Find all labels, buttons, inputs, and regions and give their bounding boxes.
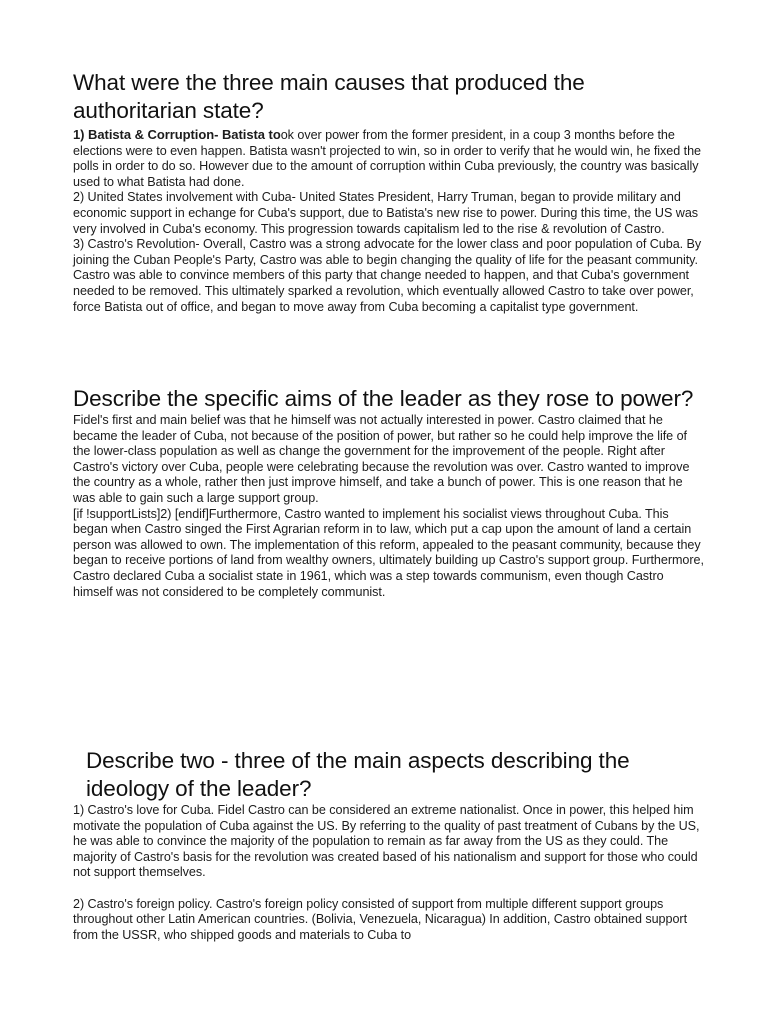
section-heading-aims: Describe the specific aims of the leader as they rose to power? (73, 386, 694, 411)
paragraph-aims-1: Fidel's first and main belief was that he himself was not actually interested in power. Castro claimed that he became the leader of Cuba, not because of the position of power, but rather so he could help improve the life of the lower-class population as well as change the government for the improvement of the people. Right after Castro's victory over Cuba, people were celebrating because the revolution was over. Castro wanted to improve the country as a whole, rather then just improve himself, and take a bunch of power. This is one reason that he was able to gain such a large support group. (73, 413, 690, 505)
section-heading-ideology: Describe two - three of the main aspects describing the ideology of the leader? (86, 748, 630, 801)
paragraph-cause-2: 2) United States involvement with Cuba- United States President, Harry Truman, began to provide military and economic support in echange for Cuba's support, due to Batista's new rise to power. During this time, the US was very involved in Cuba's economy. This progression towards capitalism led to the rise & revolution of Castro. (73, 190, 699, 236)
paragraph-text: ok over power from the former president, in a coup 3 months before the elections were to even happen. Batista wasn't projected to win, so in order to verify that he would win, he fixed the polls in order to do so. However due to the amount of corruption within Cuba previously, the country was basically used to what Batista had done. (73, 128, 702, 189)
paragraph-cause-3: 3) Castro's Revolution- Overall, Castro was a strong advocate for the lower class and poor population of Cuba. By joining the Cuban People's Party, Castro was able to begin changing the quality of life for the peasant community. Castro was able to convince members of this party that change needed to happen, and that Cuba's government needed to be removed. This ultimately sparked a revolution, which eventually allowed Castro to take over power, force Batista out of office, and began to move away from Cuba becoming a capitalist type government. (73, 237, 702, 314)
paragraph-cause-1 (73, 127, 705, 190)
paragraph-ideology-1: 1) Castro's love for Cuba. Fidel Castro can be considered an extreme nationalist. Once in power, this helped him motivate the population of Cuba against the US. By referring to the quality of past treatment of Cubans by the US, he was able to convince the majority of the population to remain as far away from the US as they could. The majority of Castro's basis for the revolution was created based of his nationalism and support for those who could not support themselves. (73, 803, 700, 880)
paragraph-aims-2: [if !supportLists]2) [endif]Furthermore, Castro wanted to implement his socialist views throughout Cuba. This began when Castro singed the First Agrarian reform in to law, which put a cap upon the amount of land a certain person was allowed to own. The implementation of this reform, appealed to the peasant community, because they began to receive portions of land from wealthy owners, ultimately building up Castro's support group. Furthermore, Castro declared Cuba a socialist state in 1961, which was a step towards communism, even though Castro himself was not considered to be completely communist. (73, 506, 704, 599)
paragraph-ideology-2: 2) Castro's foreign policy. Castro's foreign policy consisted of support from multiple different support groups throughout other Latin American countries. (Bolivia, Venezuela, Nicaragua) In addition, Castro obtained support from the USSR, who shipped goods and materials to Cuba to (73, 896, 688, 942)
paragraph-gap (73, 881, 705, 897)
section-causes (73, 69, 705, 315)
section-heading-causes: What were the three main causes that produced the authoritarian state? (73, 70, 585, 123)
section-ideology (73, 747, 705, 943)
paragraph-lead-bold: 1) Batista & Corruption- Batista to (73, 127, 281, 142)
section-aims (73, 385, 705, 600)
